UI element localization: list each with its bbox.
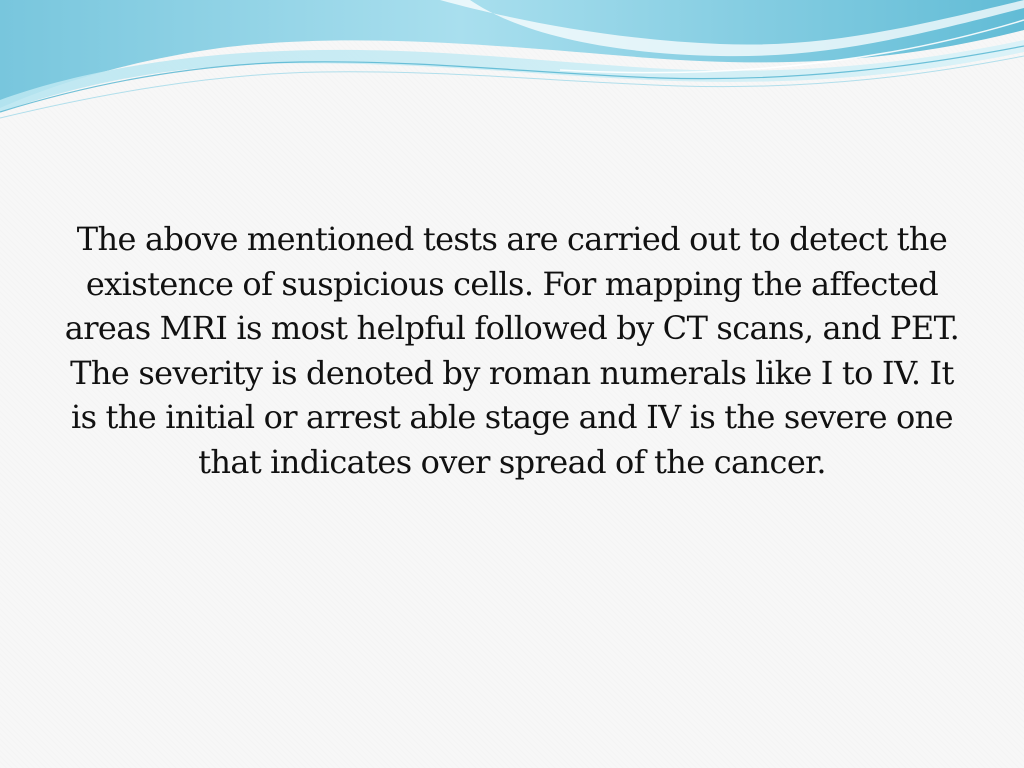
- body-text: The above mentioned tests are carried out to detect the existence of suspicious cells. For mapping the affected areas MRI is most helpful followed by CT scans, and PET. The severity is denoted by roman numerals like I to IV. It is the initial or arrest able stage and IV is the severe one that indicates over spread of the cancer.: [64, 220, 960, 481]
- wave-banner: [0, 0, 1024, 130]
